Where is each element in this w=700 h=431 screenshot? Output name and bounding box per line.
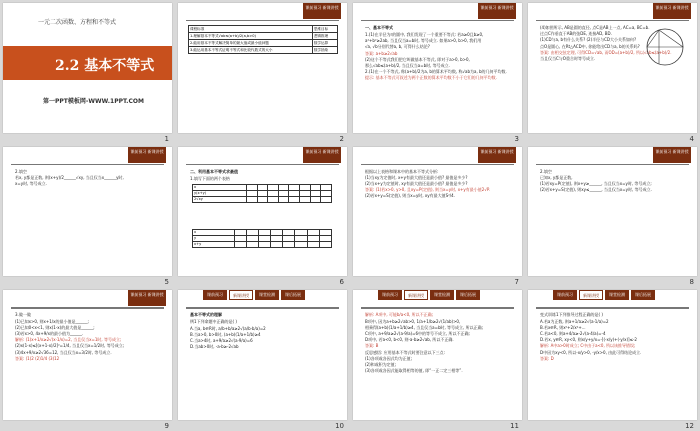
header-rule <box>536 164 689 165</box>
text-line: 答案: D <box>540 355 554 361</box>
section-badge: 课前预习 新课讲授 <box>128 147 166 163</box>
slide-number: 9 <box>164 422 169 431</box>
section-badge: 课前预习 新课讲授 <box>653 147 691 163</box>
slide-thumbnail-4[interactable] <box>528 3 697 133</box>
table-cell <box>307 241 319 247</box>
text-line: 提示: 基本不等式可叙述为两个正数的算术平均数不小于它们的几何平均数. <box>365 75 497 81</box>
table-cell <box>246 196 257 202</box>
section-badge: 课前预习 新课讲授 <box>303 3 341 19</box>
slide-cell <box>525 144 700 288</box>
text-line: D中因为xy<0, 所以-x/y>0, -y/x>0, 由此可得结论成立. <box>540 349 642 355</box>
text-line: 答案: B <box>365 343 379 349</box>
slide-heading: 二、利用基本不等式求最值 <box>190 168 238 174</box>
text-line: B项中, 因为a+b≥2√ab>0, 1/a+1/b≥2√(1/ab)>0, <box>365 318 461 324</box>
text-line: D.若x, y∈R, xy<0, 则x/y+y/x=-[(-x/y)+(-y/x)]≤-2 <box>540 337 637 343</box>
slide-thumbnail-10[interactable] <box>178 290 347 420</box>
section-badge: 课前预习 新课讲授 <box>653 3 691 19</box>
text-line: a²+b²≥2ab, 当且仅当a=b时, 等号成立. 如果a>0, b>0, 我们用 <box>365 38 482 44</box>
tab-label: 课前预习 <box>203 290 227 300</box>
text-line: (2)这个不等式我们把它叫做基本不等式, 即对于a>0, b>0, <box>365 56 470 62</box>
table-row <box>189 33 338 40</box>
table-cell <box>268 196 279 202</box>
header-rule <box>186 164 339 165</box>
tab-label: 新课讲授 <box>579 290 603 300</box>
slide-thumbnail-1[interactable] <box>3 3 172 133</box>
slide-tabs <box>553 290 657 302</box>
header-rule <box>11 164 164 165</box>
text-line: (2)x(1-x)≤[(x+1-x)/2]²=1/4, 当且仅当x=1/2时, 等号成立; <box>15 343 125 349</box>
table-cell <box>283 241 295 247</box>
text-line: 例1下列命题中正确的是( ) <box>190 319 237 325</box>
text-line: (2)已知0<x<1, 则x(1-x)的最大值是______; <box>15 324 95 330</box>
table-cell <box>300 196 311 202</box>
text-line: 当且仅当C与O重合时等号成立. <box>540 56 596 61</box>
table-cell: x <box>193 229 235 235</box>
tab-label: 课后拓展 <box>631 290 655 300</box>
slide-number: 10 <box>335 422 344 431</box>
text-line: 3.做一做 <box>15 312 31 318</box>
text-line: C.当a>4时, a+9/a≥2√(a·9/a)=6 <box>190 337 253 343</box>
value-table <box>192 229 332 248</box>
slide-number: 1 <box>164 134 169 143</box>
text-line: 变式训练1下列推导过程正确的是( ) <box>540 312 603 318</box>
table-cell: 3.能运用基本不等式证明不等式和比较代数式的大小 <box>189 47 313 54</box>
slide-number: 3 <box>514 134 519 143</box>
slide-heading: 基本不等式的理解 <box>190 312 222 318</box>
table-cell: 1.理解基本不等式√ab≤(a+b)/2(a,b>0) <box>189 33 313 40</box>
slide-thumbnail-3[interactable] <box>353 3 522 133</box>
slide-cell <box>0 144 175 288</box>
tab-label: 课前预习 <box>553 290 577 300</box>
text-line: 1.(1)在半径为r的圆中, 我们发现了一个重要不等式: 若a≥0且b≥0, <box>365 32 484 37</box>
slide-cell <box>350 144 525 288</box>
slide-cell <box>525 287 700 431</box>
header-rule <box>361 20 514 21</box>
table-cell: x <box>193 184 247 190</box>
text-line: 相乘得(a+b)(1/a+1/b)≥4, 当且仅当a=b时, 等号成立, 所以正确; <box>365 324 483 330</box>
text-line: (4)如图所示, AB是圆的直径, 点C是AB上一点, AC=a, BC=b. <box>540 25 650 30</box>
slide-thumbnail-11[interactable] <box>353 290 522 420</box>
slide-cell <box>175 0 350 144</box>
slide-thumbnail-12[interactable] <box>528 290 697 420</box>
text-line: 解析: A项中, 可能b/a<0, 所以不正确; <box>365 312 434 318</box>
text-line: D项中, 若a<0, b<0, 则-a-b≥2√ab, 所以不正确. <box>365 337 454 343</box>
text-line: 2.(1)在一个不等式, 称(a+b)/2为a, b的算术平均数, 称√ab为a, b的几何平均数. <box>365 69 507 75</box>
slide-subtitle: 一元二次函数、方程和不等式 <box>38 19 117 26</box>
slide-title: 2.2 基本不等式 <box>55 58 155 74</box>
text-line: B.若x∈R, 则x²+2/x²+... <box>540 324 586 330</box>
text-line: (2)当x+y为定值时, xy有最大值还是最小值? 最值是多少? <box>365 181 468 187</box>
table-cell <box>319 241 331 247</box>
table-cell <box>271 241 283 247</box>
text-line: (2)若x+y=S(定值), 则xy≤______, 当且仅当x=y时, 等号成立. <box>540 187 652 193</box>
text-line: x=y时, 等号成立. <box>15 181 47 187</box>
text-line: A.若a为正数, 则a+1/a≥2√(a·1/a)=2 <box>540 318 609 324</box>
slide-cell <box>350 287 525 431</box>
slide-tabs <box>378 290 482 302</box>
text-line: 2.填空 <box>540 168 552 174</box>
text-line: C.若a<0, 则a+4/a≥-2√(a·4/a)=-4 <box>540 330 606 336</box>
table-cell: 2√xy <box>193 196 247 202</box>
table-cell <box>289 196 300 202</box>
value-table <box>192 184 332 203</box>
header-rule <box>536 20 689 21</box>
slide-number: 5 <box>164 278 169 287</box>
table-cell: 数学运算 <box>312 40 337 47</box>
slide-thumbnail-2[interactable] <box>178 3 347 133</box>
table-row <box>189 26 338 33</box>
text-line: D.当ab>0时, -a-b≥-2√ab <box>190 344 239 350</box>
slide-cell <box>350 0 525 144</box>
tab-label: 课后拓展 <box>456 290 480 300</box>
table-cell: y(x+y) <box>193 190 247 196</box>
slide-cell <box>175 144 350 288</box>
text-line: 解析: A中a>0时成立; C中由于a<0, 所以该推导错误; <box>540 343 636 349</box>
text-line: (1)各项或各因式均为正值; <box>365 355 413 361</box>
text-line: 答案: (1)若x>0, y>0, 且xy=P(定值), 则当x=y时, x+y有最小值2√P. <box>365 187 490 193</box>
section-badge: 课前预习 新课讲授 <box>478 147 516 163</box>
text-line: 根据以上表格和课本中的基本不等式分析: <box>365 168 439 174</box>
slide-footer: 第一PPT模板网-WWW.1PPT.COM <box>43 98 144 105</box>
table-row <box>189 40 338 47</box>
table-cell <box>321 196 332 202</box>
slide-tabs <box>203 290 307 302</box>
text-line: 1.填写下面的两个表格 <box>190 175 230 181</box>
header-rule <box>536 307 689 308</box>
text-line: B.当a>0, b>0时, (a+b)(1/a+1/b)≥4 <box>190 331 261 337</box>
slide-number: 6 <box>339 278 344 287</box>
table-cell: 2.能用基本不等式解决简单的最大值或最小值问题 <box>189 40 313 47</box>
table-cell <box>278 196 289 202</box>
tab-label: 课堂检测 <box>255 290 279 300</box>
slide-number: 8 <box>689 278 694 287</box>
slide-cell <box>0 287 175 431</box>
text-line: 解析: (1)x+1/x≥2√(x·1/x)=2, 当且仅当x=1时, 等号成立; <box>15 337 122 343</box>
slide-number: 2 <box>339 134 344 143</box>
tab-label: 课堂检测 <box>430 290 454 300</box>
text-line: (2)若x+y=S(定值), 则当x=y时, xy有最大值S²/4. <box>365 193 455 199</box>
circle-diagram <box>643 25 687 69</box>
text-line: C项中, a+9/a≥2√(a·9/a)=6中的等号不成立, 所以不正确; <box>365 330 470 336</box>
text-line: (1)若xy=P(定值), 则x+y≥______, 当且仅当x=y时, 等号成立; <box>540 181 652 187</box>
table-cell <box>295 241 307 247</box>
table-cell: y <box>193 235 235 241</box>
section-badge: 课前预习 新课讲授 <box>303 147 341 163</box>
table-row <box>193 196 332 202</box>
slide-thumbnail-8[interactable] <box>528 147 697 277</box>
objectives-table <box>188 25 338 54</box>
table-cell <box>234 241 246 247</box>
slide-cell <box>0 0 175 144</box>
text-line: 那么√ab≤(a+b)/2, 当且仅当a=b时, 等号成立. <box>365 63 450 68</box>
slide-thumbnail-7[interactable] <box>353 147 522 277</box>
header-rule <box>186 307 339 308</box>
slide-thumbnail-6[interactable] <box>178 147 347 277</box>
slide-cell <box>525 0 700 144</box>
text-line: 答案: a+b≥2√ab <box>365 50 398 56</box>
table-cell: 逻辑推理 <box>312 33 337 40</box>
text-line: 答案: (1)2 (2)1/4 (3)12 <box>15 355 60 361</box>
header-rule <box>361 164 514 165</box>
slide-number: 12 <box>685 422 694 431</box>
tab-label: 课堂检测 <box>605 290 629 300</box>
table-cell: 思维目标 <box>312 26 337 33</box>
table-row <box>189 47 338 54</box>
text-line: 若x, y都是正数, 则(x+y)/2______√xy, 当且仅当x______y时, <box>15 174 124 180</box>
table-cell <box>257 196 268 202</box>
text-line: (1)当xy为定值时, x+y有最大值还是最小值? 最值是多少? <box>365 174 468 180</box>
header-rule <box>11 307 164 308</box>
tab-label: 新课讲授 <box>229 290 253 300</box>
slide-thumbnail-9[interactable] <box>3 290 172 420</box>
text-line: 已知x, y都是正数, <box>540 174 573 180</box>
table-row <box>193 241 332 247</box>
slide-cell <box>175 287 350 431</box>
header-rule <box>186 20 339 21</box>
text-line: (3)若x>0, 4x+9/x的最小值为______. <box>15 330 84 336</box>
header-rule <box>361 307 514 308</box>
slide-number: 7 <box>514 278 519 287</box>
text-line: (2)和或积为定值; <box>365 361 397 367</box>
section-badge: 课前预习 新课讲授 <box>478 3 516 19</box>
table-cell: x+y <box>193 241 235 247</box>
text-line: 反思感悟: 应用基本不等式时要注意以下三点: <box>365 349 445 355</box>
tab-label: 新课讲授 <box>404 290 428 300</box>
slide-heading: 一、基本不等式 <box>365 25 393 30</box>
table-cell <box>258 241 270 247</box>
slide-number: 4 <box>689 134 694 143</box>
text-line: (1)已知x>0, 则x+1/x的最小值是______; <box>15 318 89 324</box>
text-line: 2.填空 <box>15 168 27 174</box>
text-line: 过点C作垂直于AB的弦DE, 连接AD, BD. <box>540 31 612 37</box>
table-cell <box>246 241 258 247</box>
slide-thumbnail-5[interactable] <box>3 147 172 277</box>
text-line: (1)CD与a, b有什么关系? (2)半径与CD大小关系如何? <box>540 37 637 43</box>
text-line: 答案: 由相交弦定理, 可得CD=√ab, 而OD=(a+b)/2, 所以√ab≤(a+b)/2. <box>540 49 672 55</box>
text-line: (3)4x+9/x≥2√36=12, 当且仅当x=3/2时, 等号成立. <box>15 349 112 355</box>
table-cell: 数学抽象 <box>312 47 337 54</box>
table-cell: 课程标准 <box>189 26 313 33</box>
tab-label: 课后拓展 <box>281 290 305 300</box>
text-line: √a, √b分别代替a, b, 可得什么结论? <box>365 44 430 50</box>
slide-number: 11 <box>510 422 519 431</box>
section-badge: 课前预习 新课讲授 <box>128 290 166 306</box>
table-cell <box>310 196 321 202</box>
text-line: A.当a, b∈R时, a/b+b/a≥2√(a/b·b/a)=2 <box>190 325 266 331</box>
tab-label: 课前预习 <box>378 290 402 300</box>
text-line: (3)各项或各因式能取得相等的值, 即“一正二定三相等”. <box>365 368 463 374</box>
text-line: 点O是圆心, 在Rt△ACD中, 你能给出CD与a, b的关系吗? <box>540 43 640 49</box>
